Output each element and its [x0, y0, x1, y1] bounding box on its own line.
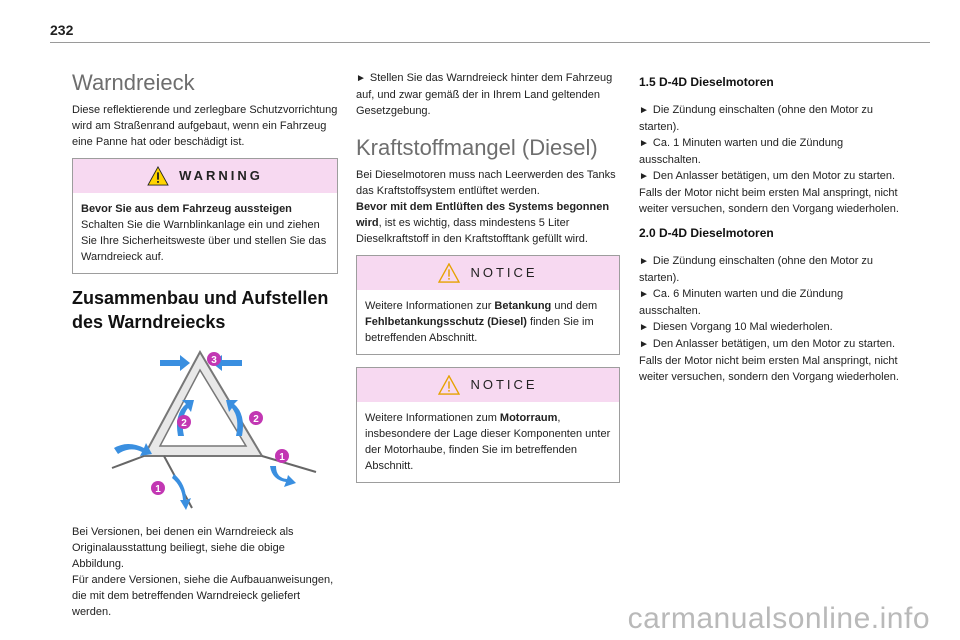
section-title-fuel-shortage: Kraftstoffmangel (Diesel) [356, 135, 598, 160]
notice-box-engine [356, 367, 620, 483]
notice-body [357, 402, 619, 482]
warning-body [73, 193, 337, 273]
retry-note: Falls der Motor nicht beim ersten Mal anspringt, nicht weiter versuchen, sondern den Vorgang wiederholen. [639, 187, 899, 215]
notice-header [357, 368, 619, 402]
notice1-link-refuel: Betankung [494, 300, 552, 312]
step-text: Ca. 6 Minuten warten und die Zündung ausschalten. [639, 288, 844, 317]
subsection-title-15: 1.5 D-4D Dieselmotoren [639, 75, 774, 89]
badge-3: 3 [211, 355, 217, 366]
badge-1-right: 1 [279, 452, 285, 463]
page-number: 232 [50, 22, 74, 38]
notice1-text1: Weitere Informationen zur [365, 300, 495, 312]
column-middle [356, 70, 620, 495]
step-item [639, 102, 901, 135]
column-right [639, 70, 901, 393]
step-item [639, 135, 901, 168]
step-item [639, 286, 901, 319]
notice-label: NOTICE [470, 377, 538, 392]
bullet-arrow-icon: ► [639, 171, 649, 182]
warning-header [73, 159, 337, 193]
step-text: Den Anlasser betätigen, um den Motor zu starten. [652, 338, 896, 350]
bullet-arrow-icon: ► [356, 73, 366, 84]
section-title-warndreieck: Warndreieck [72, 70, 195, 95]
notice1-link-misfuel: Fehlbetankungsschutz (Diesel) [365, 316, 527, 328]
notice2-text2: , insbesondere der Lage dieser Komponenten unter der Motorhaube, finden Sie im betreffenden Abschnitt. [365, 412, 611, 472]
step-text: Die Zündung einschalten (ohne den Motor zu starten). [639, 255, 874, 284]
bullet-arrow-icon: ► [639, 339, 649, 350]
warning-triangle-icon [147, 166, 169, 186]
notice1-text2: und dem [551, 300, 598, 312]
watermark: carmanualsonline.info [627, 602, 930, 635]
notice-label: NOTICE [470, 265, 538, 280]
notice-triangle-icon [438, 263, 460, 283]
badge-2-left: 2 [181, 418, 187, 429]
diesel-paragraph [356, 167, 620, 247]
retry-note: Falls der Motor nicht beim ersten Mal anspringt, nicht weiter versuchen, sondern den Vorgang wiederholen. [639, 355, 899, 383]
header-divider [50, 42, 930, 43]
versions-paragraph [72, 524, 338, 620]
notice-triangle-icon [438, 375, 460, 395]
warning-heading: Bevor Sie aus dem Fahrzeug aussteigen [81, 203, 292, 215]
notice-box-refuel [356, 255, 620, 355]
step-item [639, 319, 901, 336]
bullet-arrow-icon: ► [639, 138, 649, 149]
step-text: Die Zündung einschalten (ohne den Motor zu starten). [639, 104, 874, 133]
step-item [639, 168, 901, 185]
step-text: Stellen Sie das Warndreieck hinter dem Fahrzeug auf, und zwar gemäß der in Ihrem Land geltenden Gesetzgebung. [356, 72, 613, 117]
bullet-arrow-icon: ► [639, 322, 649, 333]
step-item [639, 253, 901, 286]
diesel-para2-bold: Bevor mit dem Entlüften des Systems begonnen wird [356, 201, 610, 229]
step-text: Ca. 1 Minuten warten und die Zündung ausschalten. [639, 137, 844, 166]
intro-paragraph: Diese reflektierende und zerlegbare Schutzvorrichtung wird am Straßenrand aufgebaut, wenn ein Fahrzeug eine Panne hat oder beschädigt ist. [72, 104, 338, 148]
step-item [639, 336, 901, 353]
notice2-text1: Weitere Informationen zum [365, 412, 500, 424]
versions-paragraph-line2: Für andere Versionen, siehe die Aufbauanweisungen, die mit dem betreffenden Warndreieck geliefert werden. [72, 574, 334, 618]
notice1-text3: finden Sie im betreffenden Abschnitt. [365, 316, 594, 344]
bullet-arrow-icon: ► [639, 256, 649, 267]
warning-triangle-assembly-figure [94, 344, 324, 514]
bullet-arrow-icon: ► [639, 105, 649, 116]
subsection-title-20: 2.0 D-4D Dieselmotoren [639, 226, 774, 240]
bullet-arrow-icon: ► [639, 289, 649, 300]
step-place-triangle [356, 70, 620, 119]
warning-label: WARNING [179, 168, 263, 183]
warning-box [72, 158, 338, 274]
notice2-link-engine: Motorraum [499, 412, 558, 424]
step-text: Den Anlasser betätigen, um den Motor zu starten. [652, 170, 896, 182]
warning-text: Schalten Sie die Warnblinkanlage ein und ziehen Sie Ihre Sicherheitsweste über und stellen Sie das Warndreieck auf. [81, 219, 327, 263]
notice-body [357, 290, 619, 354]
section-title-assembly: Zusammenbau und Aufstellen des Warndreiecks [72, 288, 329, 332]
notice-header [357, 256, 619, 290]
versions-paragraph-line1: Bei Versionen, bei denen ein Warndreieck als Originalausstattung beiliegt, siehe die obige Abbildung. [72, 526, 294, 570]
diesel-para2-rest: , ist es wichtig, dass mindestens 5 Liter Dieselkraftstoff in den Kraftstofftank gefüllt wird. [356, 217, 588, 245]
badge-2-right: 2 [253, 414, 259, 425]
column-left [72, 70, 338, 620]
badge-1-left: 1 [155, 484, 161, 495]
diesel-para1: Bei Dieselmotoren muss nach Leerwerden des Tanks das Kraftstoffsystem entlüftet werden. [356, 169, 616, 197]
step-text: Diesen Vorgang 10 Mal wiederholen. [652, 321, 833, 333]
